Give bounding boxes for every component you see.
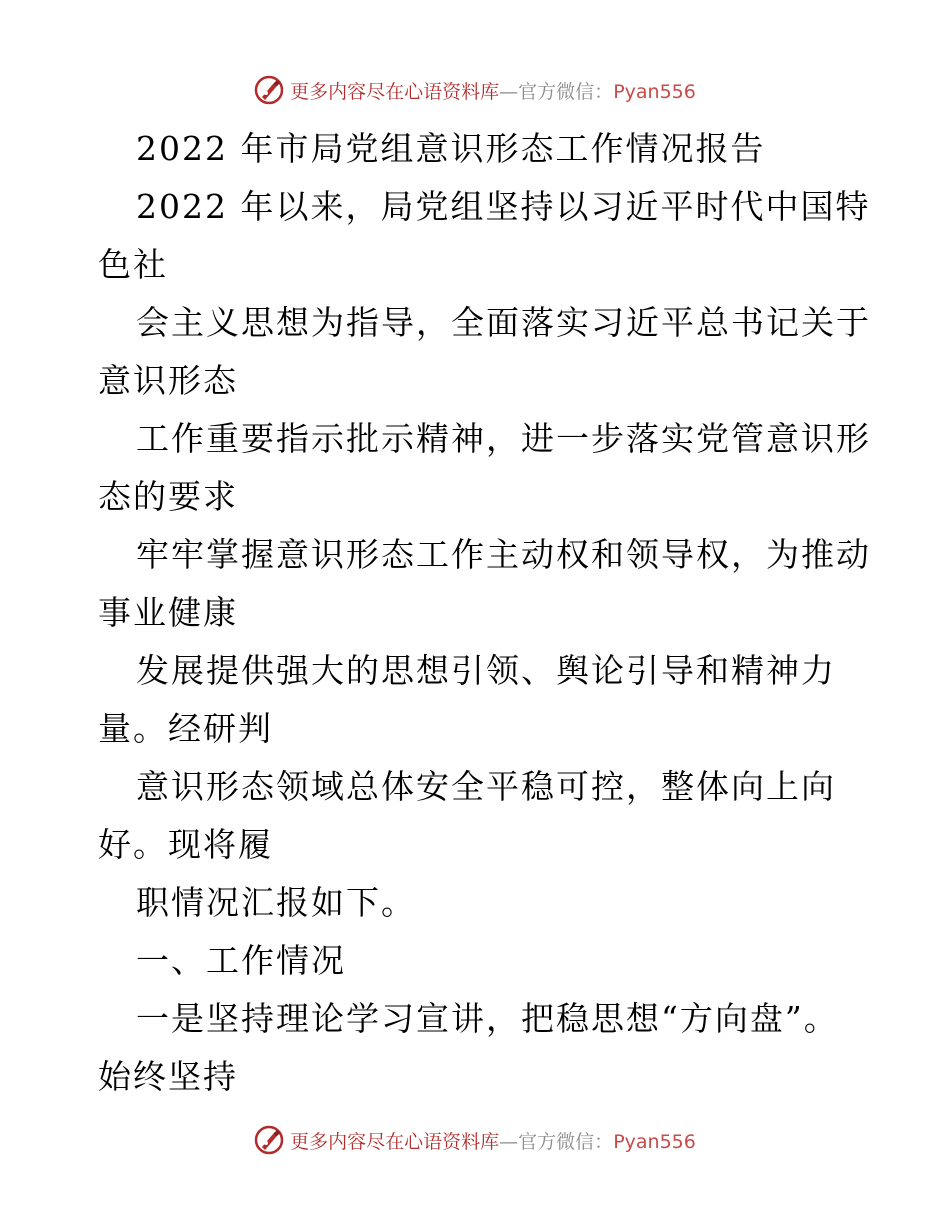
text-line: 事业健康 <box>98 593 238 632</box>
banner-wechat-id: Pyan556 <box>613 1130 696 1153</box>
text-line: 色社 <box>98 245 168 284</box>
banner-wechat-id: Pyan556 <box>613 80 696 103</box>
text-line: 一是坚持理论学习宣讲，把稳思想“方向盘”。 <box>136 999 839 1038</box>
banner-wechat-label: 官方微信： <box>518 1130 614 1153</box>
banner-dash: — <box>499 1130 519 1153</box>
text-line: 2022 年以来，局党组坚持以习近平时代中国特 <box>136 187 871 226</box>
footer-banner <box>0 1120 950 1160</box>
banner-text <box>290 1127 696 1154</box>
banner-brand: 更多内容尽在心语资料库 <box>290 80 500 103</box>
header-banner <box>0 70 950 110</box>
text-line: 一、工作情况 <box>136 941 346 980</box>
text-line: 牢牢掌握意识形态工作主动权和领导权，为推动 <box>136 535 871 574</box>
pen-logo-icon <box>254 75 284 105</box>
banner-dash: — <box>499 80 519 103</box>
text-line: 始终坚持 <box>98 1057 238 1096</box>
text-line: 量。经研判 <box>98 709 273 748</box>
banner-wechat-label: 官方微信： <box>518 80 614 103</box>
document-body <box>98 120 878 1106</box>
document-lines <box>98 120 878 1106</box>
text-line: 发展提供强大的思想引领、舆论引导和精神力 <box>136 651 836 690</box>
banner-text <box>290 77 696 104</box>
text-line: 意识形态 <box>98 361 238 400</box>
text-line: 职情况汇报如下。 <box>136 883 416 922</box>
text-line: 工作重要指示批示精神，进一步落实党管意识形 <box>136 419 871 458</box>
banner-brand: 更多内容尽在心语资料库 <box>290 1130 500 1153</box>
text-line: 态的要求 <box>98 477 238 516</box>
text-line: 2022 年市局党组意识形态工作情况报告 <box>136 129 766 168</box>
text-line: 好。现将履 <box>98 825 273 864</box>
text-line: 会主义思想为指导，全面落实习近平总书记关于 <box>136 303 871 342</box>
pen-logo-icon <box>254 1125 284 1155</box>
text-line: 意识形态领域总体安全平稳可控，整体向上向 <box>136 767 836 806</box>
